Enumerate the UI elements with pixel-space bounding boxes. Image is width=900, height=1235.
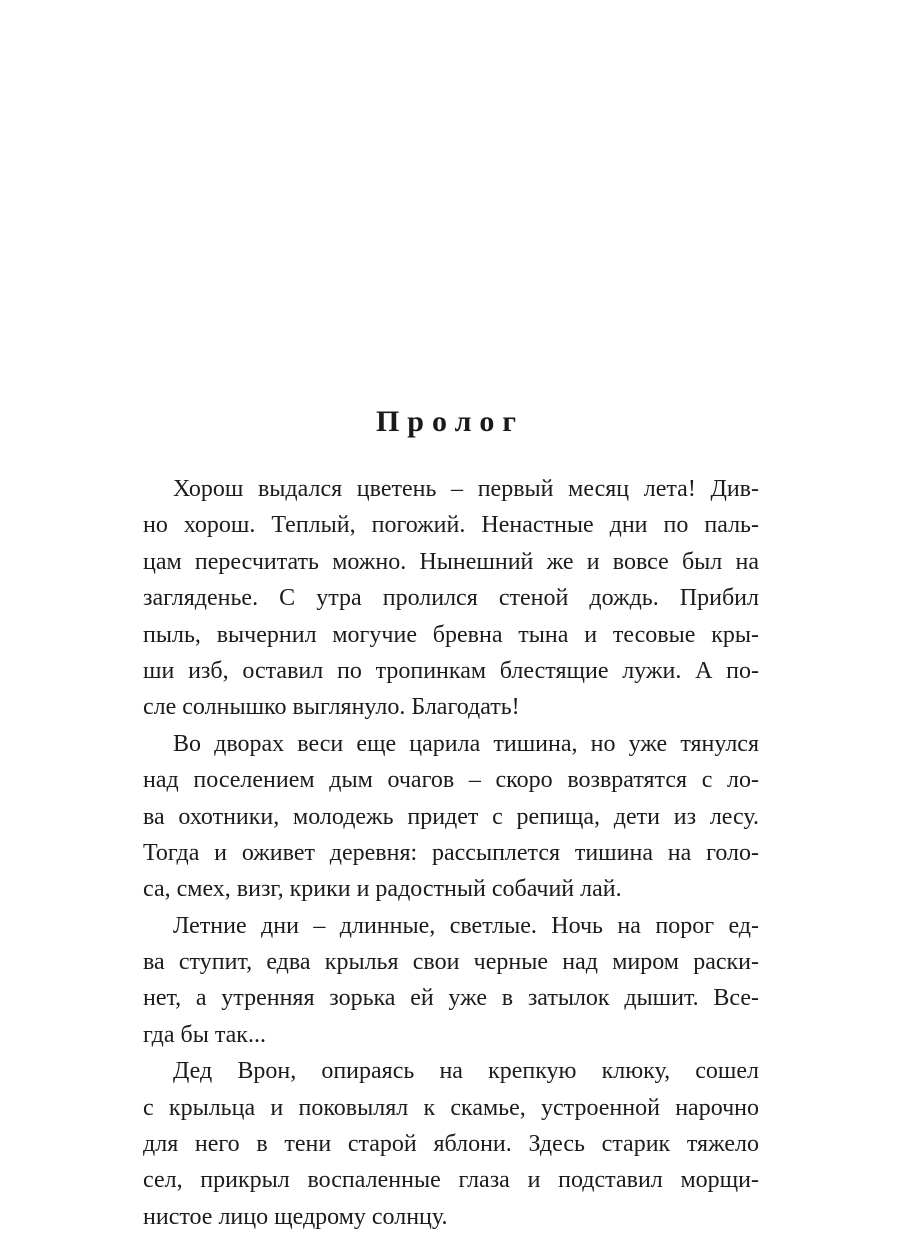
text-line: са, смех, визг, крики и радостный собачий лай. [143,876,622,903]
paragraph [143,1053,759,1235]
text-line: сел, прикрыл воспаленные глаза и подставил морщи- [143,1167,759,1194]
text-line: Хорош выдался цветень – первый месяц лета! Див- [173,476,759,502]
text-line: гда бы так... [143,1021,266,1048]
text-line: Дед Врон, опираясь на крепкую клюку, сошел [173,1058,759,1085]
text-line: ши изб, оставил по тропинкам блестящие лужи. А по- [143,657,759,684]
text-line: сле солнышко выглянуло. Благодать! [143,694,520,721]
text-line: ва ступит, едва крылья свои черные над миром раски- [143,949,759,976]
text-line: для него в тени старой яблони. Здесь старик тяжело [143,1131,759,1158]
paragraph [143,471,759,726]
text-line: ва охотники, молодежь придет с репища, дети из лесу. [143,803,759,830]
text-line: с крыльца и поковылял к скамье, устроенной нарочно [143,1094,759,1121]
text-line: над поселением дым очагов – скоро возвратятся с ло- [143,767,759,794]
chapter-title: Пролог [375,405,525,438]
text-line: нистое лицо щедрому солнцу. [143,1203,448,1230]
text-line: нет, а утренняя зорька ей уже в затылок дышит. Все- [143,985,759,1012]
text-line: Тогда и оживет деревня: рассыплется тишина на голо- [143,839,759,866]
text-line: пыль, вычернил могучие бревна тына и тесовые кры- [143,621,759,648]
text-line: но хорош. Теплый, погожий. Ненастные дни по паль- [143,512,759,539]
text-line: цам пересчитать можно. Нынешний же и вовсе был на [143,548,759,575]
text-line: Летние дни – длинные, светлые. Ночь на порог ед- [173,912,759,939]
text-line: Во дворах веси еще царила тишина, но уже тянулся [173,730,759,757]
paragraph [143,726,759,908]
body-text [143,471,759,1235]
text-line: загляденье. С утра пролился стеной дождь. Прибил [143,585,759,612]
paragraph [143,908,759,1054]
